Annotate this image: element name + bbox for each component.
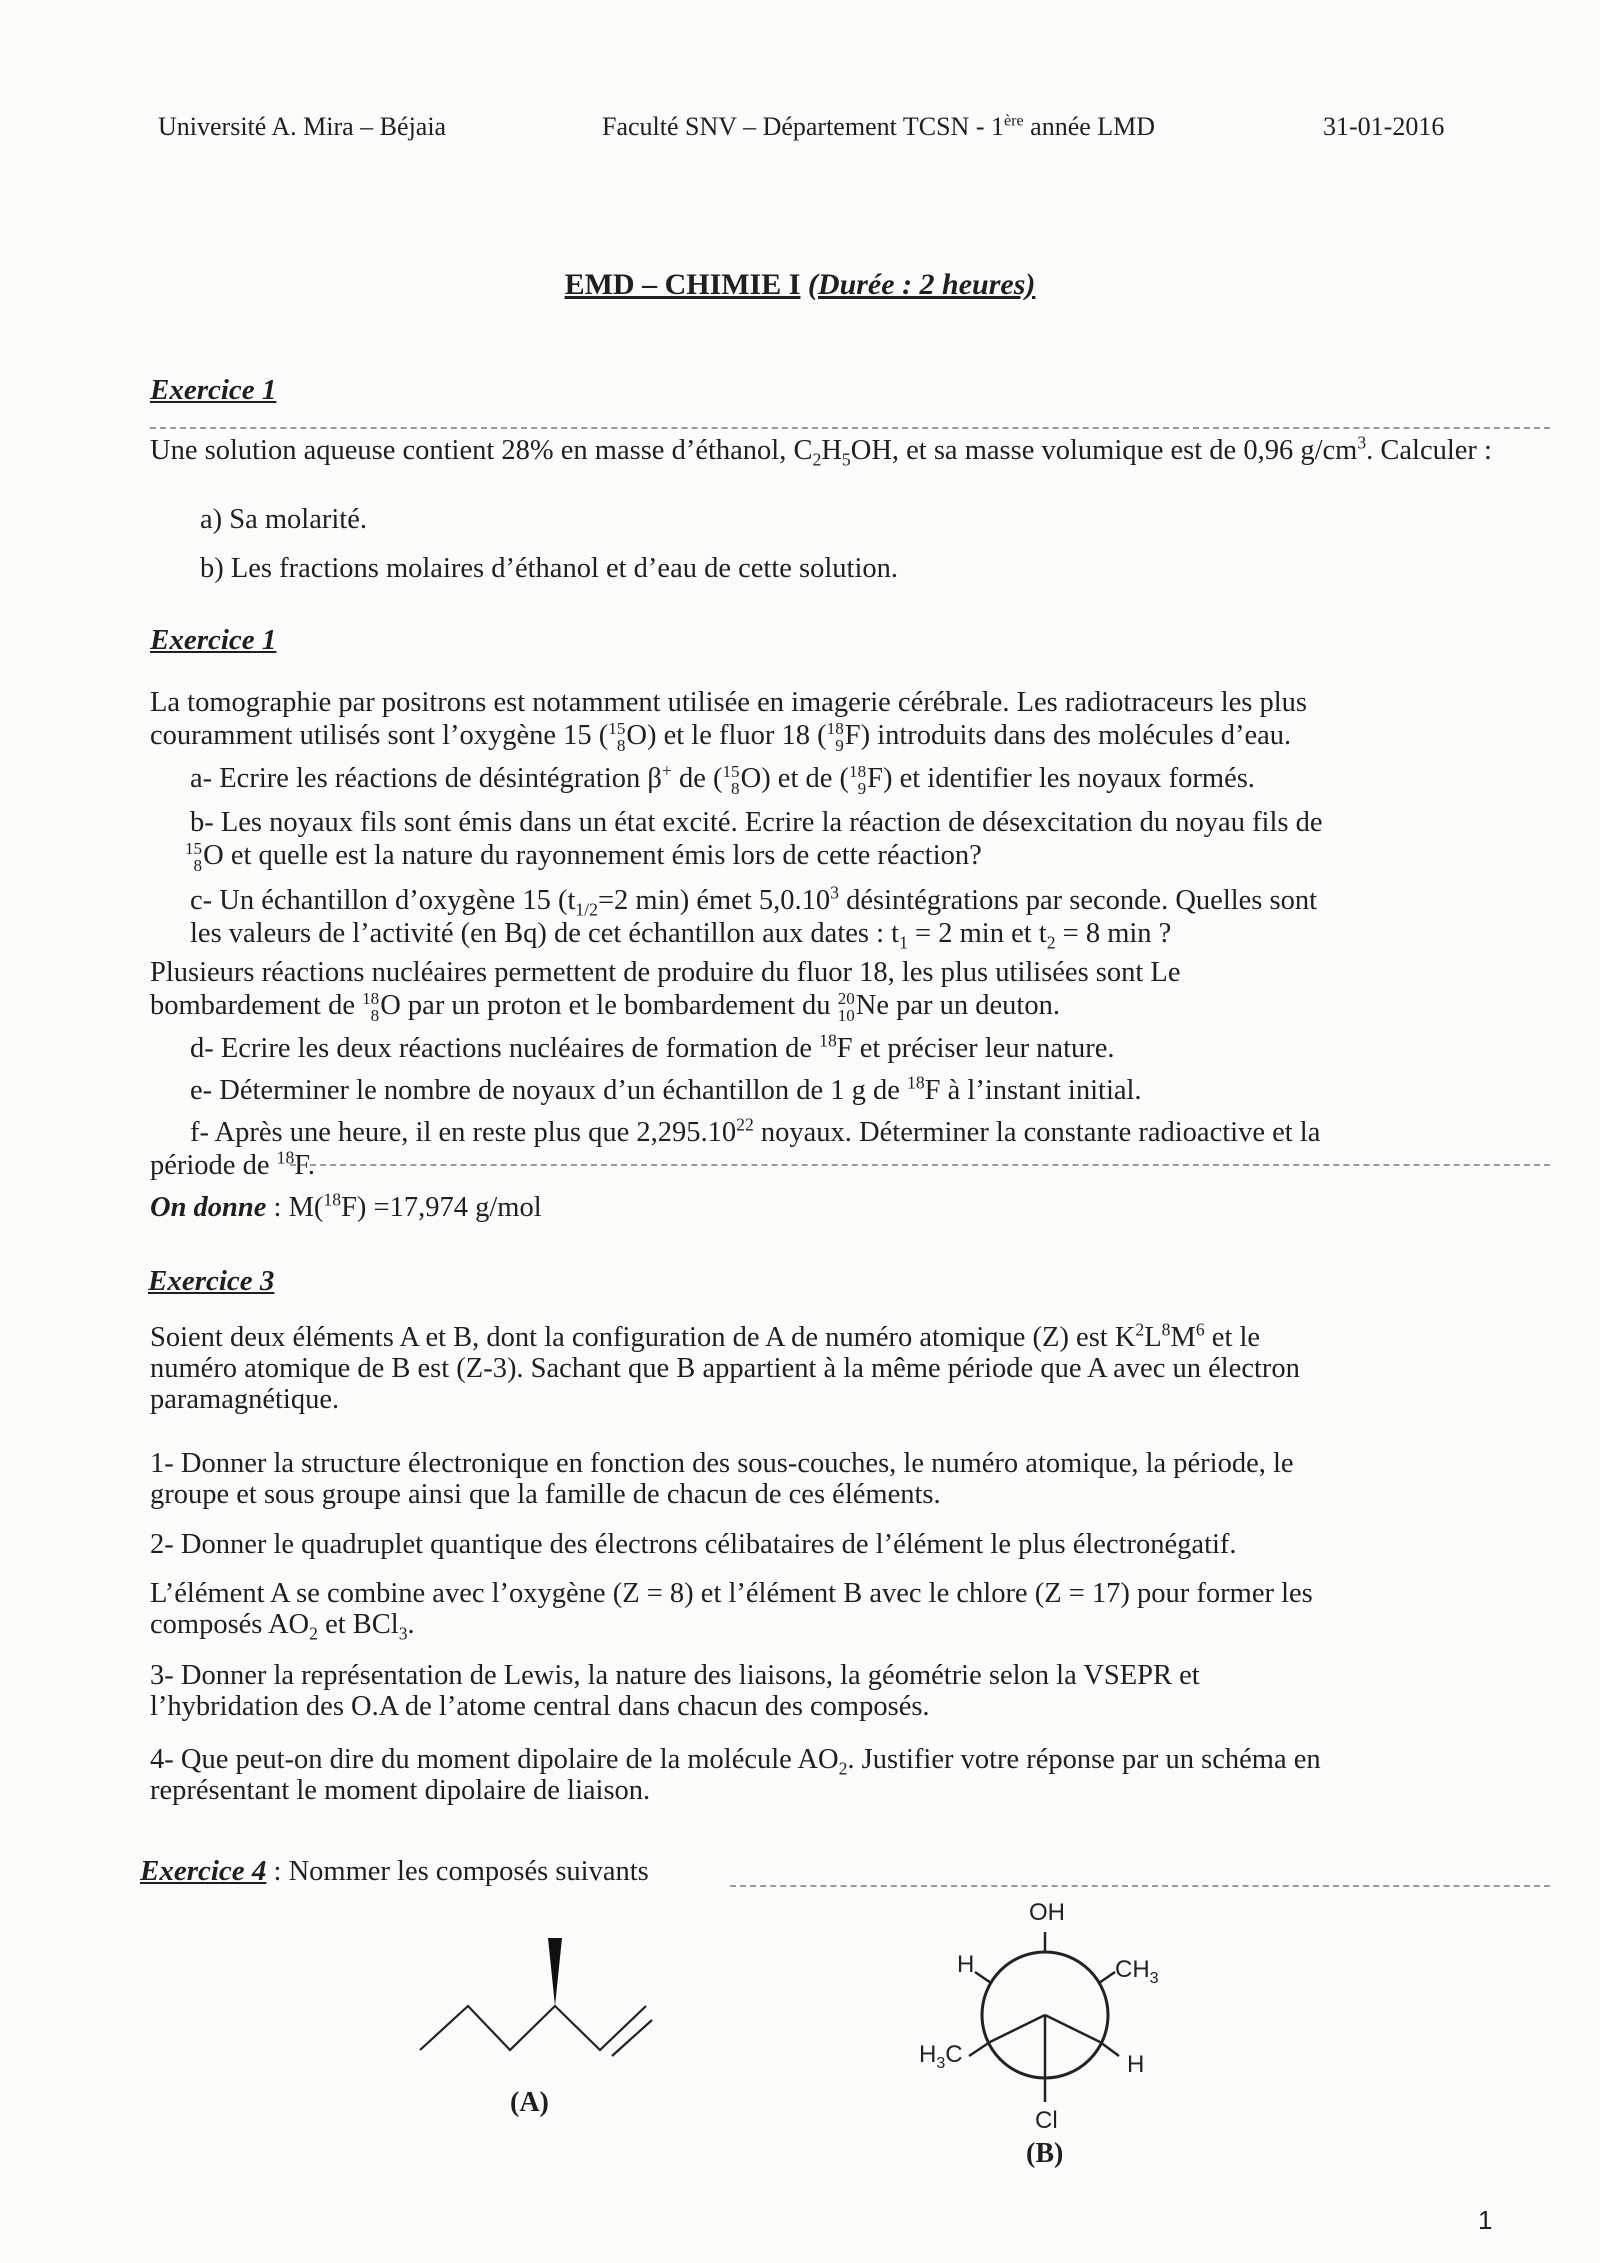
page-number: 1: [1478, 2205, 1493, 2235]
label-b: (B): [1026, 2138, 1064, 2169]
exercise-2-heading: Exercice 1: [150, 624, 277, 656]
exercise-2-given: On donne : M($^{18}$F) =17,974 g/mol: [150, 1189, 542, 1223]
exercise-2-question-f: f- Après une heure, il en reste plus que 2,295.10$^{22}$ noyaux. Déterminer la constante radioactive et la: [190, 1114, 1321, 1148]
molecule-b-newman-projection: [915, 1880, 1175, 2140]
label-cl: Cl: [1035, 2107, 1058, 2134]
exercise-2-question-a: a- Ecrire les réactions de désintégration β+ de ( 15 8 O) et de ( 18 9 F) et identifier les noyaux formés.: [190, 760, 1255, 799]
exercise-2-paragraph: Plusieurs réactions nucléaires permettent de produire du fluor 18, les plus utilisées sont Le bombardement de 18 8 O par un proton et le bombardement du 20 10 Ne par un deuton.: [150, 957, 1181, 1026]
exercise-3-intro: Soient deux éléments A et B, dont la configuration de A de numéro atomique (Z) est $K^2L^8M^6$ et le numéro atomique de B est (Z-3). Sachant que B appartient à la même période que A avec un électron paramagnétique.: [150, 1319, 1300, 1415]
exercise-4-heading: Exercice 4 : Nommer les composés suivants: [140, 1855, 649, 1887]
exercise-3-question-2: 2- Donner le quadruplet quantique des électrons célibataires de l’élément le plus électronégatif.: [150, 1529, 1237, 1560]
header-faculty: Faculté SNV – Département TCSN - 1ère année LMD: [602, 112, 1156, 141]
label-oh: OH: [1029, 1899, 1065, 1926]
exercise-3-question-1: 1- Donner la structure électronique en fonction des sous-couches, le numéro atomique, la période, le groupe et sous groupe ainsi que la famille de chacun de ces éléments.: [150, 1448, 1294, 1510]
exercise-1-question-a: a) Sa molarité.: [200, 504, 367, 535]
exercise-2-intro: La tomographie par positrons est notamment utilisée en imagerie cérébrale. Les radiotraceurs les plus couramment utilisés sont l’oxygène 15 ( 15 8 O) et le fluor 18 ( 18 9 F) introduits dans des molécules d’eau.: [150, 687, 1308, 756]
label-h-top: H: [957, 1951, 975, 1978]
exercise-3-question-4: 4- Que peut-on dire du moment dipolaire de la molécule $AO_2$. Justifier votre réponse par un schéma en représentant le moment dipolaire de liaison.: [150, 1744, 1321, 1806]
exercise-3-heading: Exercice 3: [148, 1265, 275, 1297]
exercise-1-heading: Exercice 1: [150, 374, 277, 406]
header-date: 31-01-2016: [1323, 112, 1445, 141]
exercise-2-question-e: e- Déterminer le nombre de noyaux d’un échantillon de 1 g de $^{18}$F à l’instant initial.: [190, 1072, 1142, 1106]
exercise-2-question-c: c- Un échantillon d’oxygène 15 ($t_{1/2}=2$ min) émet 5,0.10$^3$ désintégrations par seconde. Quelles sont les valeurs de l’activité (en Bq) de cet échantillon aux dates : $t_1 = 2$ min et $t_2 = 8$ min ?: [190, 882, 1318, 953]
molecule-a-skeletal-structure: [400, 1930, 660, 2070]
label-h-bottom: H: [1127, 2051, 1145, 2078]
label-h3c: $H_3C$: [919, 2041, 963, 2072]
label-a: (A): [510, 2087, 549, 2118]
label-ch3: $CH_3$: [1115, 1956, 1159, 1987]
wedge-bond: [548, 1938, 562, 2006]
exercise-1-intro: Une solution aqueuse contient 28% en masse d’éthanol, $C_2H_5OH$, et sa masse volumique est de 0,96 $g/cm^3$. Calculer :: [150, 432, 1492, 470]
exercise-2-question-f-cont: période de $^{18}$F.: [150, 1147, 315, 1181]
exercise-2-question-b: b- Les noyaux fils sont émis dans un état excité. Ecrire la réaction de désexcitation du noyau fils de 15 8 O et quelle est la nature du rayonnement émis lors de cette réaction?: [185, 807, 1323, 876]
exercise-2-question-d: d- Ecrire les deux réactions nucléaires de formation de $^{18}$F et préciser leur nature.: [190, 1030, 1115, 1064]
scan-dashed-line: [290, 1164, 1550, 1166]
header-university: Université A. Mira – Béjaia: [158, 112, 447, 141]
exam-title: EMD – CHIMIE I (Durée : 2 heures): [564, 268, 1036, 301]
scan-dashed-line: [150, 427, 1550, 429]
exercise-3-question-3: 3- Donner la représentation de Lewis, la nature des liaisons, la géométrie selon la VSEPR et l’hybridation des O.A de l’atome central dans chacun des composés.: [150, 1660, 1200, 1722]
exercise-3-paragraph: L’élément A se combine avec l’oxygène (Z = 8) et l’élément B avec le chlore (Z = 17) pour former les composés $AO_2$ et BCl$_3$.: [150, 1578, 1313, 1644]
exercise-1-question-b: b) Les fractions molaires d’éthanol et d’eau de cette solution.: [200, 553, 898, 584]
